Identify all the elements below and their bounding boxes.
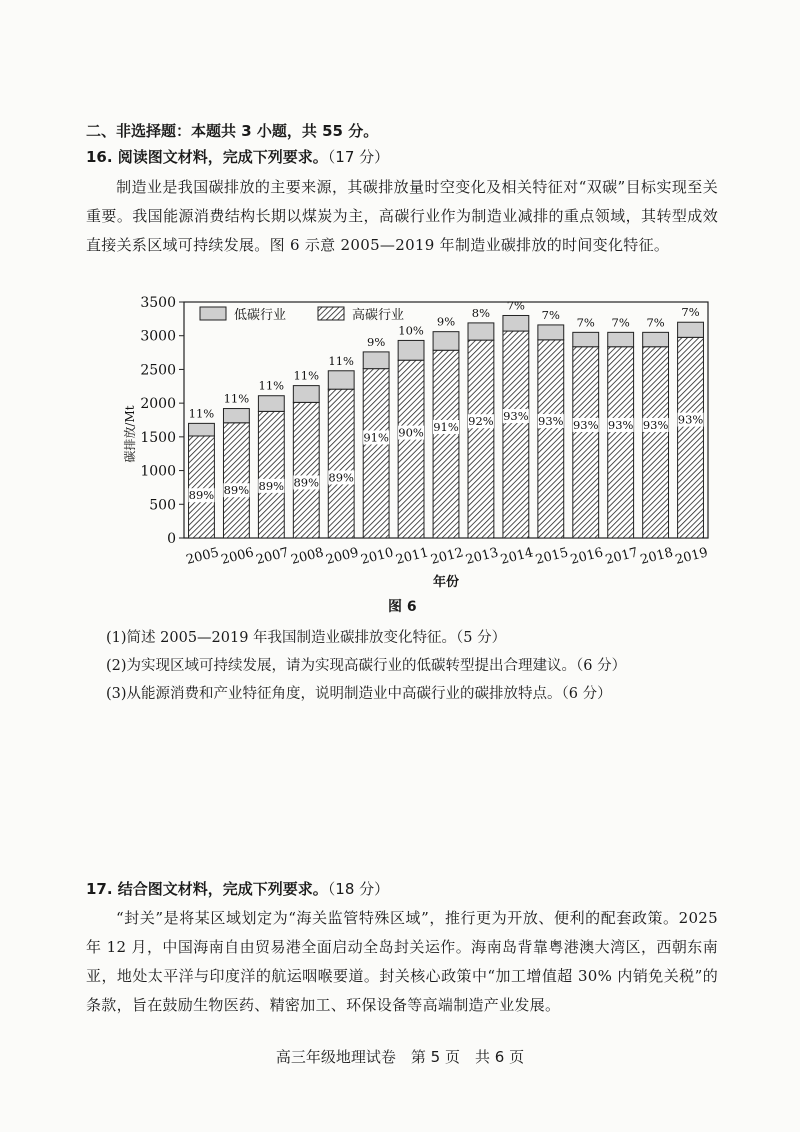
y-tick-label: 1000 — [140, 463, 176, 480]
x-tick-label: 2019 — [673, 545, 710, 568]
low-share-label: 11% — [258, 378, 285, 393]
high-share-label: 93% — [572, 417, 599, 432]
bar-high-carbon — [398, 360, 424, 538]
x-tick-label: 2011 — [394, 545, 431, 568]
low-share-label: 11% — [293, 368, 320, 383]
x-tick-label: 2013 — [464, 545, 500, 568]
low-share-label: 7% — [541, 307, 560, 322]
sub-question-1: (1)简述 2005—2019 年我国制造业碳排放变化特征。（5 分） — [106, 630, 507, 646]
bar-low-carbon — [258, 396, 284, 412]
legend-swatch-high — [318, 307, 344, 320]
question-17-material-text: “封关”是将某区域划定为“海关监管特殊区域”，推行更为开放、便利的配套政策。2025 年 12 月，中国海南自由贸易港全面启动全岛封关运作。海南岛背靠粤港澳大湾区，西朝东南亚，地处太平洋与印度洋的航运咽喉要道。封关核心政策中“加工增值超 30% 内销免关税”的条款，旨在鼓励生物医药、精密加工、环保设备等高端制造产业发展。 — [86, 909, 718, 1014]
bar-high-carbon — [573, 347, 599, 538]
bar-high-carbon — [678, 337, 704, 538]
bar-high-carbon — [363, 369, 389, 538]
high-share-label: 92% — [468, 414, 494, 429]
bar-low-carbon — [643, 332, 669, 346]
question-17-title — [86, 878, 389, 899]
bar-high-carbon — [503, 331, 529, 538]
question-16-heading: 16. 阅读图文材料，完成下列要求。 — [86, 148, 328, 166]
low-share-label: 9% — [367, 334, 386, 349]
bar-high-carbon — [608, 347, 634, 538]
high-share-label: 91% — [363, 430, 389, 445]
high-share-label: 93% — [607, 417, 634, 432]
bar-high-carbon — [189, 436, 215, 538]
low-share-label: 7% — [611, 315, 630, 330]
bar-low-carbon — [678, 322, 704, 337]
bar-low-carbon — [538, 325, 564, 340]
bar-low-carbon — [398, 340, 424, 360]
bar-low-carbon — [503, 315, 529, 331]
legend-label-low: 低碳行业 — [234, 308, 287, 323]
low-share-label: 7% — [506, 298, 525, 313]
x-tick-label: 2009 — [324, 545, 361, 568]
high-share-label: 91% — [433, 419, 459, 434]
legend-label-high: 高碳行业 — [352, 308, 405, 323]
y-tick-label: 2500 — [140, 362, 176, 379]
y-tick-label: 0 — [167, 531, 176, 547]
x-tick-label: 2008 — [289, 545, 326, 568]
bar-low-carbon — [363, 352, 389, 369]
y-tick-label: 3000 — [140, 328, 176, 345]
sub-question-2: (2)为实现区域可持续发展，请为实现高碳行业的低碳转型提出合理建议。（6 分） — [106, 658, 627, 674]
x-axis-label: 年份 — [432, 575, 460, 588]
x-tick-label: 2016 — [569, 545, 605, 568]
bar-low-carbon — [573, 332, 599, 346]
bar-high-carbon — [433, 350, 459, 538]
page-footer: 高三年级地理试卷 第 5 页 共 6 页 — [275, 1048, 525, 1066]
question-16-material — [86, 173, 718, 260]
x-tick-label: 2010 — [359, 545, 396, 568]
bar-low-carbon — [223, 409, 249, 423]
high-share-label: 89% — [328, 470, 354, 485]
low-share-label: 9% — [436, 314, 456, 329]
bar-high-carbon — [468, 340, 494, 538]
y-tick-label: 500 — [149, 497, 176, 514]
bar-high-carbon — [258, 411, 284, 538]
question-16-title — [86, 146, 389, 167]
bar-high-carbon — [643, 347, 669, 538]
question-17-material — [86, 904, 718, 1020]
low-share-label: 8% — [471, 305, 491, 320]
bar-low-carbon — [189, 423, 215, 436]
x-tick-label: 2006 — [219, 545, 256, 568]
high-share-label: 93% — [538, 414, 564, 429]
bar-low-carbon — [608, 332, 634, 346]
bar-high-carbon — [328, 389, 354, 538]
question-16-material-text: 制造业是我国碳排放的主要来源，其碳排放量时空变化及相关特征对“双碳”目标实现至关重要。我国能源消费结构长期以煤炭为主，高碳行业作为制造业减排的重点领域，其转型成效直接关系区域可持续发展。图 6 示意 2005—2019 年制造业碳排放的时间变化特征。 — [86, 178, 718, 254]
question-17-points: （18 分） — [327, 880, 390, 898]
y-tick-label: 2000 — [140, 396, 176, 413]
figure-6-chart — [120, 288, 720, 588]
bar-high-carbon — [538, 340, 564, 538]
high-share-label: 93% — [642, 417, 669, 432]
y-axis-label: 碳排放/Mt — [123, 405, 137, 463]
bar-low-carbon — [468, 323, 494, 340]
carbon-emission-chart — [120, 288, 720, 588]
question-16-points: （17 分） — [327, 148, 390, 166]
section-title: 二、非选择题：本题共 3 小题，共 55 分。 — [86, 122, 379, 140]
low-share-label: 11% — [223, 391, 250, 406]
low-share-label: 11% — [328, 353, 354, 368]
x-tick-label: 2007 — [254, 545, 291, 568]
high-share-label: 89% — [258, 478, 285, 493]
x-tick-label: 2014 — [499, 545, 535, 568]
y-tick-label: 1500 — [140, 429, 176, 446]
bar-low-carbon — [328, 371, 354, 389]
x-tick-label: 2018 — [638, 545, 675, 568]
high-share-label: 89% — [188, 488, 215, 503]
high-share-label: 89% — [223, 483, 250, 498]
low-share-label: 7% — [576, 315, 595, 330]
x-tick-label: 2015 — [534, 545, 570, 568]
y-tick-label: 3500 — [140, 295, 176, 311]
low-share-label: 7% — [681, 305, 700, 320]
x-tick-label: 2005 — [184, 545, 221, 568]
low-share-label: 10% — [398, 323, 424, 338]
legend-swatch-low — [200, 307, 226, 320]
question-17-heading: 17. 结合图文材料，完成下列要求。 — [86, 880, 328, 898]
high-share-label: 89% — [293, 475, 320, 490]
low-share-label: 7% — [646, 315, 665, 330]
bar-low-carbon — [293, 386, 319, 403]
low-share-label: 11% — [188, 406, 215, 421]
x-tick-label: 2012 — [429, 545, 466, 568]
x-tick-label: 2017 — [603, 545, 640, 568]
sub-question-3: (3)从能源消费和产业特征角度，说明制造业中高碳行业的碳排放特点。（6 分） — [106, 686, 612, 702]
bar-high-carbon — [293, 402, 319, 538]
figure-caption: 图 6 — [388, 599, 417, 615]
bar-low-carbon — [433, 332, 459, 351]
high-share-label: 93% — [503, 409, 529, 424]
high-share-label: 93% — [677, 412, 704, 427]
high-share-label: 90% — [398, 425, 424, 440]
bar-high-carbon — [223, 423, 249, 538]
